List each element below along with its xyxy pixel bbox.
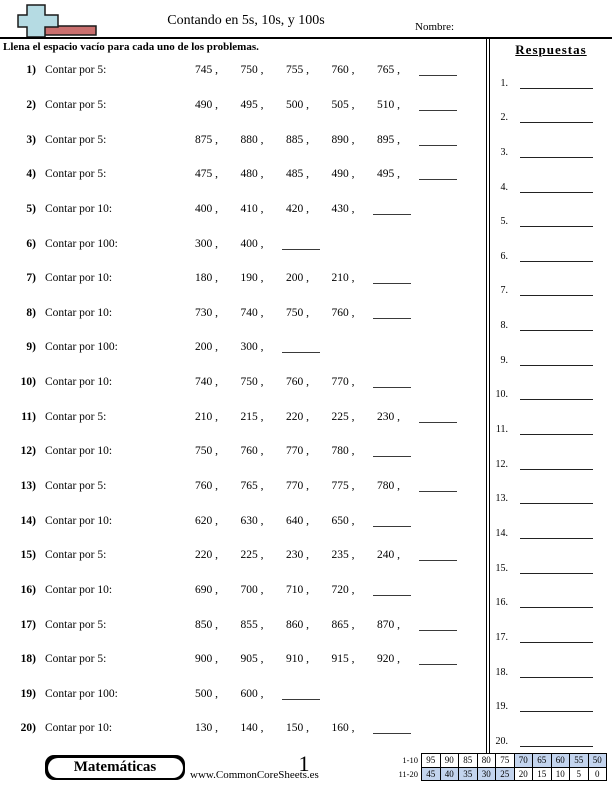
sequence-value: 495 , [377,168,400,181]
sequence-value: 130 , [195,722,218,735]
sequence-value: 890 , [331,133,355,146]
sequence-value: 750 , [240,376,264,389]
answer-row [490,679,612,714]
sequence-value: 770 , [286,480,309,492]
problem-label: Contar por 10: [45,583,113,596]
subject-badge [45,755,185,780]
fill-in-blank [419,559,457,561]
sequence [195,376,411,388]
answer-blank-line [520,191,593,193]
sequence-value: 750 , [286,306,309,319]
answer-row [490,194,612,229]
answer-row [490,263,612,298]
problem-number: 18) [20,653,36,666]
sequence-value: 300 , [195,237,218,250]
answer-row [490,540,612,575]
sequence-value: 140 , [240,722,264,735]
problem-number: 17) [20,618,36,631]
answer-number: 16. [495,597,508,609]
problem-number: 14) [20,514,36,527]
answer-row [490,713,612,748]
answer-number: 5. [500,216,508,228]
sequence-value: 160 , [331,722,355,735]
answer-number: 19. [495,701,508,713]
answer-blank-line [520,433,593,435]
answer-number: 3. [500,146,508,158]
problem-row [0,295,486,330]
problem-label: Contar por 5: [45,549,107,562]
sequence [195,515,411,527]
problem-row [0,469,486,504]
answer-blank-line [520,225,593,227]
sequence-value: 750 , [195,445,218,458]
sequence-value: 180 , [195,272,218,285]
answer-row [490,90,612,125]
sequence-value: 500 , [286,98,309,111]
problem-number: 8) [26,306,36,319]
sequence-value: 770 , [331,376,355,389]
sequence [195,272,411,284]
answer-row [490,124,612,159]
sequence-value: 220 , [195,549,218,562]
sequence-value: 865 , [331,618,355,631]
answer-row [490,228,612,263]
problem-number: 2) [26,98,36,111]
answer-blank-line [520,710,593,712]
problem-number: 13) [20,480,36,492]
sequence-value: 225 , [240,549,264,562]
problems-list [0,53,486,746]
sequence-value: 915 , [331,653,355,666]
answer-blank-line [520,156,593,158]
answer-number: 4. [500,181,508,193]
score-row [391,754,607,768]
problem-row [0,677,486,712]
sequence [195,307,411,319]
sequence [195,134,457,146]
score-cell: 45 [422,767,441,781]
problem-number: 1) [26,64,36,77]
sequence-value: 765 , [377,64,400,77]
sequence-value: 690 , [195,583,218,596]
fill-in-blank [373,525,411,527]
score-cell: 75 [496,754,515,768]
problem-label: Contar por 10: [45,272,113,285]
sequence-value: 485 , [286,168,309,181]
answer-row [490,436,612,471]
sequence-value: 900 , [195,653,218,666]
problem-label: Contar por 5: [45,64,107,77]
sequence-value: 775 , [331,480,355,492]
problem-label: Contar por 10: [45,306,113,319]
sequence-value: 770 , [286,445,309,458]
sequence-value: 240 , [377,549,400,562]
sequence-value: 895 , [377,133,400,146]
sequence-value: 505 , [331,98,355,111]
sequence-value: 230 , [377,410,400,423]
problem-row [0,192,486,227]
sequence-value: 225 , [331,410,355,423]
problem-row [0,261,486,296]
problem-number: 15) [20,549,36,562]
score-cell: 55 [570,754,589,768]
sequence-value: 710 , [286,583,309,596]
score-cell: 80 [477,754,496,768]
answer-blank-line [520,121,593,123]
sequence-value: 475 , [195,168,218,181]
page-title: Contando en 5s, 10s, y 100s [167,13,325,28]
problem-label: Contar por 5: [45,168,107,181]
problem-row [0,157,486,192]
sequence [195,480,457,492]
answer-number: 14. [495,527,508,539]
fill-in-blank [419,421,457,423]
sequence-value: 905 , [240,653,264,666]
score-cell: 0 [588,767,607,781]
sequence-value: 630 , [240,514,264,527]
sequence-value: 510 , [377,98,400,111]
score-cell: 25 [496,767,515,781]
fill-in-blank [373,317,411,319]
sequence-value: 420 , [286,202,309,215]
sequence-value: 880 , [240,133,264,146]
score-row [391,767,607,781]
problem-label: Contar por 10: [45,376,113,389]
answer-row [490,609,612,644]
sequence [195,411,457,423]
sequence [195,619,457,631]
sequence-value: 920 , [377,653,400,666]
answer-number: 10. [495,389,508,401]
sequence [195,238,320,250]
sequence [195,168,457,180]
sequence-value: 885 , [286,133,309,146]
problem-number: 6) [26,237,36,250]
problem-row [0,607,486,642]
sequence-value: 430 , [331,202,355,215]
sequence-value: 200 , [286,272,309,285]
answer-blank-line [520,364,593,366]
sequence-value: 780 , [377,480,400,492]
fill-in-blank [282,248,320,250]
problem-number: 16) [20,583,36,596]
answer-number: 2. [500,112,508,124]
sequence [195,203,411,215]
answer-number: 18. [495,666,508,678]
name-label: Nombre: [415,21,455,33]
problem-label: Contar por 10: [45,202,113,215]
sequence-value: 760 , [286,376,309,389]
score-range-label: 1-10 [402,755,418,766]
sequence-value: 500 , [195,687,218,700]
answer-number: 13. [495,493,508,505]
sequence-value: 755 , [286,64,309,77]
sequence-value: 190 , [240,272,264,285]
problem-number: 9) [26,341,36,354]
answer-blank-line [520,468,593,470]
answer-number: 20. [495,735,508,747]
fill-in-blank [373,455,411,457]
answer-blank-line [520,676,593,678]
sequence-value: 620 , [195,514,218,527]
sequence-value: 745 , [195,64,218,77]
answer-blank-line [520,606,593,608]
sequence [195,549,457,561]
sequence-value: 760 , [195,480,218,492]
score-table-body [391,754,607,781]
problem-label: Contar por 5: [45,480,107,492]
problem-number: 20) [20,722,36,735]
answer-number: 17. [495,631,508,643]
answer-number: 15. [495,562,508,574]
problem-row [0,573,486,608]
score-range-label: 11-20 [398,768,418,779]
instruction-text: Llena el espacio vacío para cada uno de los problemas. [3,41,259,53]
sequence-value: 730 , [195,306,218,319]
sequence-value: 235 , [331,549,355,562]
sequence-value: 870 , [377,618,400,631]
page-number: 1 [298,751,310,776]
score-table [391,753,607,781]
sequence-value: 230 , [286,549,309,562]
answer-number: 7. [500,285,508,297]
problem-number: 4) [26,168,36,181]
problem-label: Contar por 5: [45,653,107,666]
score-cell: 40 [440,767,459,781]
problem-number: 5) [26,202,36,215]
answer-blank-line [520,294,593,296]
sequence-value: 740 , [195,376,218,389]
problem-row [0,122,486,157]
answer-row [490,505,612,540]
sequence-value: 750 , [240,64,264,77]
sequence-value: 700 , [240,583,264,596]
sequence-value: 200 , [195,341,218,354]
fill-in-blank [419,144,457,146]
score-cell: 5 [570,767,589,781]
problem-row [0,226,486,261]
answer-blank-line [520,87,593,89]
answer-blank-line [520,398,593,400]
sequence-value: 760 , [331,64,355,77]
problem-row [0,88,486,123]
sequence-value: 910 , [286,653,309,666]
sequence-value: 600 , [240,687,264,700]
problem-label: Contar por 5: [45,410,107,423]
answer-row [490,159,612,194]
sequence-value: 855 , [240,618,264,631]
fill-in-blank [282,698,320,700]
problem-number: 19) [20,687,36,700]
website-url: www.CommonCoreSheets.es [190,769,319,781]
problem-row [0,503,486,538]
problem-row [0,434,486,469]
answer-number: 12. [495,458,508,470]
answer-number: 9. [500,354,508,366]
sequence [195,64,457,76]
score-cell: 60 [551,754,570,768]
sequence-value: 495 , [240,98,264,111]
sequence-value: 215 , [240,410,264,423]
answers-panel [486,39,612,753]
problem-label: Contar por 100: [45,687,118,700]
score-cell: 10 [551,767,570,781]
answer-row [490,575,612,610]
answer-blank-line [520,329,593,331]
sequence [195,341,320,353]
answer-number: 11. [495,424,508,436]
problem-number: 12) [20,445,36,458]
answer-number: 6. [500,250,508,262]
sequence-value: 875 , [195,133,218,146]
fill-in-blank [419,663,457,665]
answer-number: 8. [500,320,508,332]
answer-blank-line [520,745,593,747]
sequence-value: 210 , [331,272,355,285]
problem-row [0,365,486,400]
problem-number: 3) [26,133,36,146]
sequence-value: 650 , [331,514,355,527]
problem-row [0,538,486,573]
sequence-value: 210 , [195,410,218,423]
answer-blank-line [520,502,593,504]
sequence-value: 150 , [286,722,309,735]
sequence-value: 860 , [286,618,309,631]
problem-row [0,330,486,365]
sequence [195,584,411,596]
score-cell: 35 [459,767,478,781]
sequence-value: 720 , [331,583,355,596]
score-cell: 90 [440,754,459,768]
answer-blank-line [520,572,593,574]
answer-row [490,367,612,402]
score-cell: 65 [533,754,552,768]
fill-in-blank [373,213,411,215]
problem-row [0,53,486,88]
answer-row [490,471,612,506]
fill-in-blank [373,594,411,596]
sequence-value: 480 , [240,168,264,181]
sequence-value: 765 , [240,480,264,492]
fill-in-blank [282,351,320,353]
sequence-value: 400 , [195,202,218,215]
problem-number: 10) [20,376,36,389]
sequence-value: 640 , [286,514,309,527]
problem-label: Contar por 100: [45,237,118,250]
answer-row [490,401,612,436]
score-cell: 85 [459,754,478,768]
answer-blank-line [520,641,593,643]
sequence [195,653,457,665]
answers-list [490,55,612,748]
problem-number: 7) [26,272,36,285]
problem-label: Contar por 5: [45,618,107,631]
sequence-value: 490 , [195,98,218,111]
subject-badge-label: Matemáticas [48,758,183,778]
score-cell: 30 [477,767,496,781]
fill-in-blank [419,178,457,180]
sequence [195,445,411,457]
score-cell: 95 [422,754,441,768]
sequence-value: 220 , [286,410,309,423]
score-cell: 70 [514,754,533,768]
sequence-value: 760 , [331,306,355,319]
fill-in-blank [373,732,411,734]
problem-label: Contar por 10: [45,514,113,527]
problem-label: Contar por 10: [45,722,113,735]
sequence-value: 760 , [240,445,264,458]
sequence-value: 300 , [240,341,264,354]
answer-row [490,297,612,332]
answer-blank-line [520,260,593,262]
sequence [195,688,320,700]
answers-title: Respuestas [515,42,587,57]
fill-in-blank [419,109,457,111]
score-cell: 50 [588,754,607,768]
sequence [195,722,411,734]
sequence-value: 780 , [331,445,355,458]
problem-row [0,711,486,746]
sequence-value: 850 , [195,618,218,631]
fill-in-blank [373,282,411,284]
problem-row [0,399,486,434]
fill-in-blank [373,386,411,388]
fill-in-blank [419,490,457,492]
problem-label: Contar por 100: [45,341,118,354]
sequence-value: 410 , [240,202,264,215]
sequence-value: 490 , [331,168,355,181]
fill-in-blank [419,629,457,631]
score-cell: 20 [514,767,533,781]
answer-number: 1. [500,77,508,89]
sequence-value: 740 , [240,306,264,319]
problem-label: Contar por 5: [45,98,107,111]
answer-row [490,332,612,367]
problem-row [0,642,486,677]
sequence-value: 400 , [240,237,264,250]
problem-label: Contar por 10: [45,445,113,458]
sequence [195,99,457,111]
answer-blank-line [520,537,593,539]
answer-row [490,644,612,679]
fill-in-blank [419,74,457,76]
answer-row [490,55,612,90]
problem-label: Contar por 5: [45,133,107,146]
problem-number: 11) [21,410,36,423]
score-cell: 15 [533,767,552,781]
